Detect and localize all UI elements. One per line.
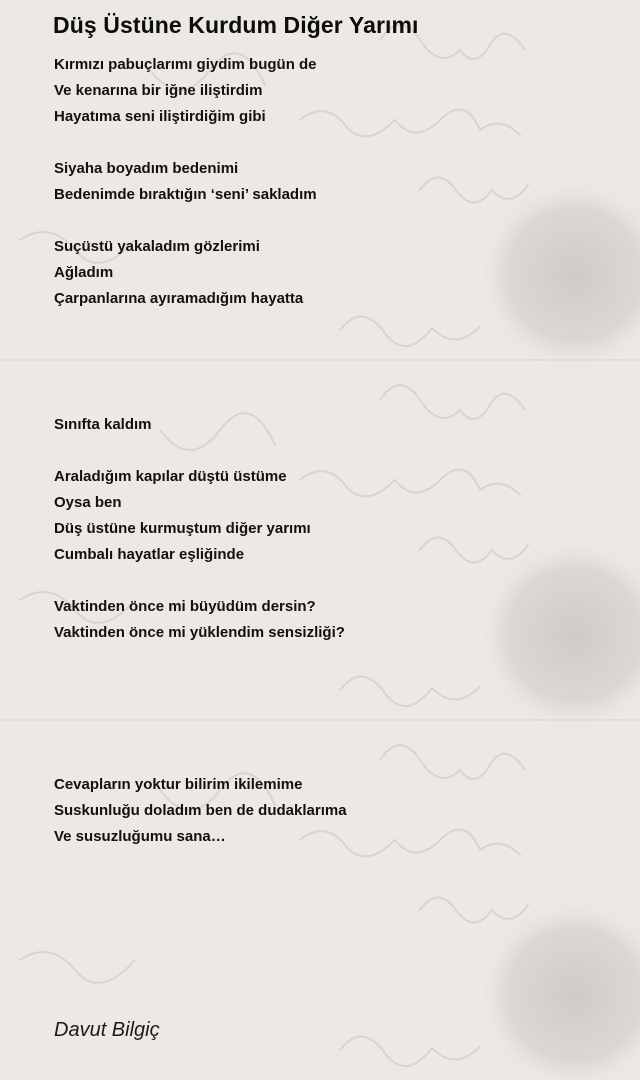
poem-line: Düş üstüne kurmuştum diğer yarımı bbox=[54, 520, 311, 537]
poem-line: Kırmızı pabuçlarımı giydim bugün de bbox=[54, 56, 317, 73]
poem-author: Davut Bilgiç bbox=[54, 1019, 160, 1041]
poem-line: Oysa ben bbox=[54, 494, 122, 511]
poem-line: Hayatıma seni iliştirdiğim gibi bbox=[54, 108, 266, 125]
poem-line: Siyaha boyadım bedenimi bbox=[54, 160, 239, 177]
poem-line: Suçüstü yakaladım gözlerimi bbox=[54, 238, 260, 255]
poem-line: Ağladım bbox=[54, 264, 114, 281]
poem-line: Ve susuzluğumu sana… bbox=[54, 828, 226, 845]
poem-line: Araladığım kapılar düştü üstüme bbox=[54, 468, 287, 485]
poem-line: Vaktinden önce mi büyüdüm dersin? bbox=[54, 598, 316, 615]
poem-line: Cevapların yoktur bilirim ikilemime bbox=[54, 776, 303, 793]
poem-line: Cumbalı hayatlar eşliğinde bbox=[54, 546, 245, 563]
poem-line: Bedenimde bıraktığın ‘seni’ sakladım bbox=[54, 186, 317, 203]
poem-line: Vaktinden önce mi yüklendim sensizliği? bbox=[54, 624, 345, 641]
poem-line: Çarpanlarına ayıramadığım hayatta bbox=[54, 290, 304, 307]
poem-line: Sınıfta kaldım bbox=[54, 416, 152, 433]
poem-title: Düş Üstüne Kurdum Diğer Yarımı bbox=[53, 12, 419, 38]
poem-line: Ve kenarına bir iğne iliştirdim bbox=[54, 82, 263, 99]
poem-line: Suskunluğu doladım ben de dudaklarıma bbox=[54, 802, 347, 819]
